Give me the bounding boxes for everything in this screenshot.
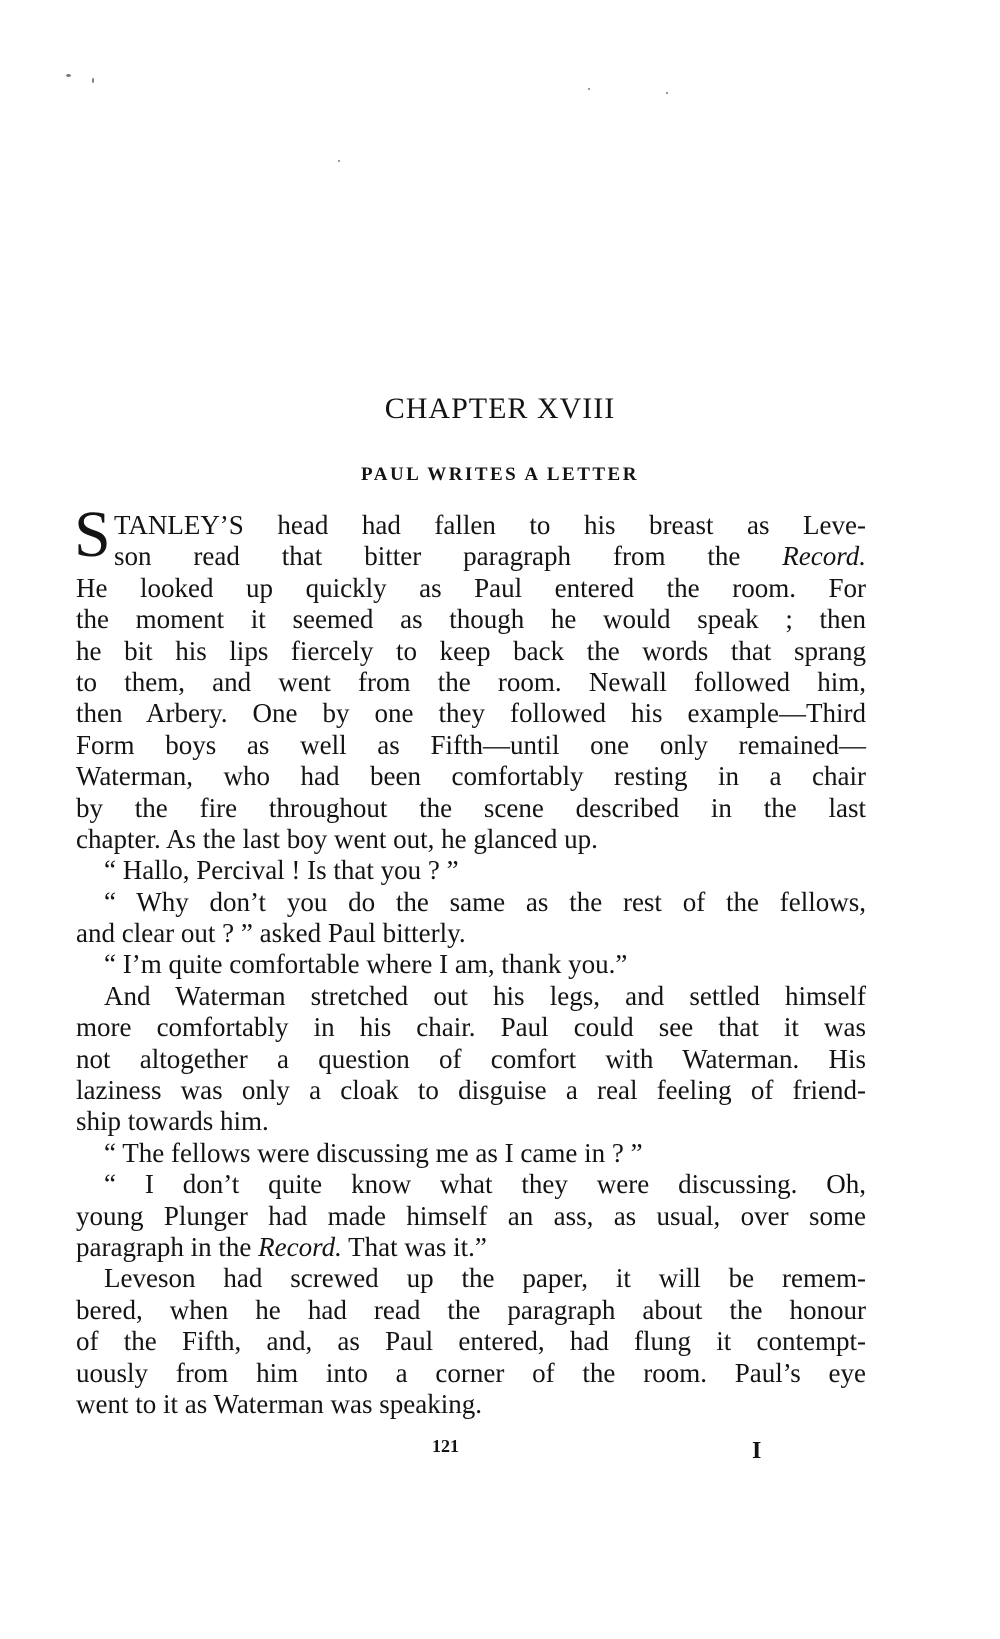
scan-speck xyxy=(666,92,668,94)
text-line: then Arbery. One by one they followed his example—Third xyxy=(76,698,866,729)
text-line: not altogether a question of comfort with Waterman. His xyxy=(76,1043,866,1074)
text-line: he bit his lips fiercely to keep back the words that sprang xyxy=(76,635,866,666)
scan-speck xyxy=(66,74,71,77)
scan-speck xyxy=(92,78,94,83)
text-line: “ The fellows were discussing me as I came in ? ” xyxy=(104,1137,643,1168)
text-line: laziness was only a cloak to disguise a real feeling of friend- xyxy=(76,1075,866,1106)
text-line: more comfortably in his chair. Paul could see that it was xyxy=(76,1012,866,1043)
drop-cap: S xyxy=(74,498,111,571)
text-line: ship towards him. xyxy=(76,1106,269,1137)
page-number: 121 xyxy=(432,1436,459,1456)
body-text xyxy=(76,510,866,1420)
text-line: to them, and went from the room. Newall followed him, xyxy=(76,666,866,697)
chapter-subtitle: PAUL WRITES A LETTER xyxy=(361,464,639,485)
text-line: young Plunger had made himself an ass, as usual, over some xyxy=(76,1200,866,1231)
text-line: “ Hallo, Percival ! Is that you ? ” xyxy=(104,855,459,886)
text-line: went to it as Waterman was speaking. xyxy=(76,1388,482,1419)
scan-speck xyxy=(338,160,340,162)
text-line: TANLEY’S head had fallen to his breast as Leve- xyxy=(114,510,866,540)
text-line: chapter. As the last boy went out, he glanced up. xyxy=(76,823,598,854)
text-line: of the Fifth, and, as Paul entered, had flung it contempt- xyxy=(76,1326,866,1357)
text-line: “ I’m quite comfortable where I am, thank you.” xyxy=(104,949,628,980)
text-line: Form boys as well as Fifth—until one only remained— xyxy=(76,729,866,760)
text-line: and clear out ? ” asked Paul bitterly. xyxy=(76,918,466,949)
text-line: And Waterman stretched out his legs, and settled himself xyxy=(104,980,866,1011)
text-line: uously from him into a corner of the room. Paul’s eye xyxy=(76,1357,866,1388)
text-line: Leveson had screwed up the paper, it will be remem- xyxy=(104,1263,866,1294)
text-line: He looked up quickly as Paul entered the room. For xyxy=(76,572,866,603)
chapter-title: CHAPTER XVIII xyxy=(384,392,616,425)
scan-speck xyxy=(588,88,590,90)
text-line: the moment it seemed as though he would speak ; then xyxy=(76,604,866,635)
text-line: paragraph in the Record. That was it.” xyxy=(76,1231,487,1262)
text-line: bered, when he had read the paragraph about the honour xyxy=(76,1294,866,1325)
text-line: “ I don’t quite know what they were discussing. Oh, xyxy=(104,1169,866,1200)
text-line: by the fire throughout the scene described in the last xyxy=(76,792,866,823)
text-line: Waterman, who had been comfortably resting in a chair xyxy=(76,761,866,792)
text-line: son read that bitter paragraph from the Record. xyxy=(114,541,866,572)
signature-mark: I xyxy=(752,1438,762,1464)
text-line: “ Why don’t you do the same as the rest of the fellows, xyxy=(104,886,866,917)
